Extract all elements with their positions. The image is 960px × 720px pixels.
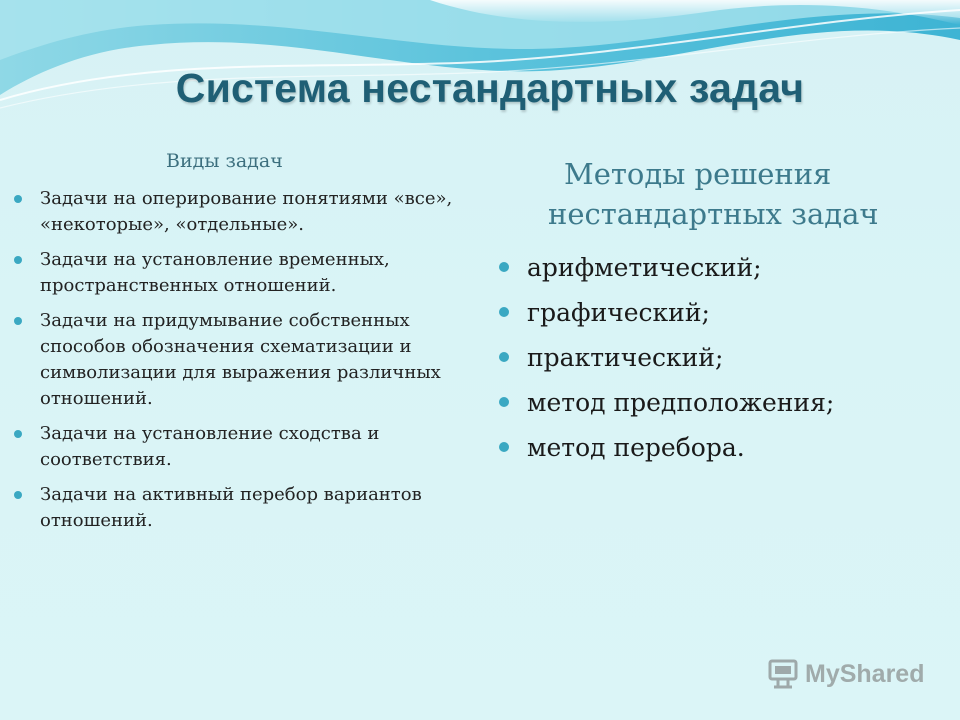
right-heading-line2: нестандартных задач bbox=[548, 197, 879, 231]
list-item bbox=[14, 247, 484, 299]
list-item bbox=[14, 482, 484, 534]
bullet-icon bbox=[499, 397, 509, 407]
bullet-icon bbox=[14, 491, 22, 499]
list-item bbox=[14, 186, 484, 238]
list-item bbox=[14, 421, 484, 473]
bullet-icon bbox=[499, 262, 509, 272]
list-item bbox=[499, 335, 834, 380]
bullet-icon bbox=[499, 352, 509, 362]
list-item-text: арифметический; bbox=[527, 253, 762, 282]
task-types-list bbox=[14, 186, 484, 543]
bullet-icon bbox=[14, 195, 22, 203]
list-item bbox=[499, 245, 834, 290]
right-heading-line1: Методы решения bbox=[564, 157, 832, 191]
mushroom-logo-icon bbox=[767, 657, 801, 691]
watermark-text: MyShared bbox=[805, 659, 925, 688]
watermark bbox=[767, 657, 924, 691]
list-item-text: метод перебора. bbox=[527, 433, 745, 462]
list-item-text: метод предположения; bbox=[527, 388, 835, 417]
bullet-icon bbox=[14, 430, 22, 438]
list-item bbox=[14, 308, 484, 412]
right-column-heading bbox=[510, 154, 920, 234]
list-item-text: практический; bbox=[527, 343, 724, 372]
bullet-icon bbox=[499, 442, 509, 452]
bullet-icon bbox=[499, 307, 509, 317]
list-item-text: Задачи на придумывание собственных способов обозначения схематизации и символизации для выражения различных отношений. bbox=[40, 310, 441, 409]
bullet-icon bbox=[14, 317, 22, 325]
slide-title: Система нестандартных задач bbox=[175, 65, 805, 111]
list-item-text: Задачи на активный перебор вариантов отношений. bbox=[40, 484, 422, 531]
methods-list bbox=[499, 245, 834, 470]
list-item-text: Задачи на установление временных, пространственных отношений. bbox=[40, 249, 390, 296]
left-column-heading: Виды задач bbox=[166, 150, 283, 172]
list-item-text: Задачи на установление сходства и соответствия. bbox=[40, 423, 380, 470]
list-item-text: графический; bbox=[527, 298, 710, 327]
bullet-icon bbox=[14, 256, 22, 264]
list-item bbox=[499, 290, 834, 335]
list-item bbox=[499, 425, 834, 470]
list-item-text: Задачи на оперирование понятиями «все», «некоторые», «отдельные». bbox=[40, 188, 453, 235]
list-item bbox=[499, 380, 834, 425]
